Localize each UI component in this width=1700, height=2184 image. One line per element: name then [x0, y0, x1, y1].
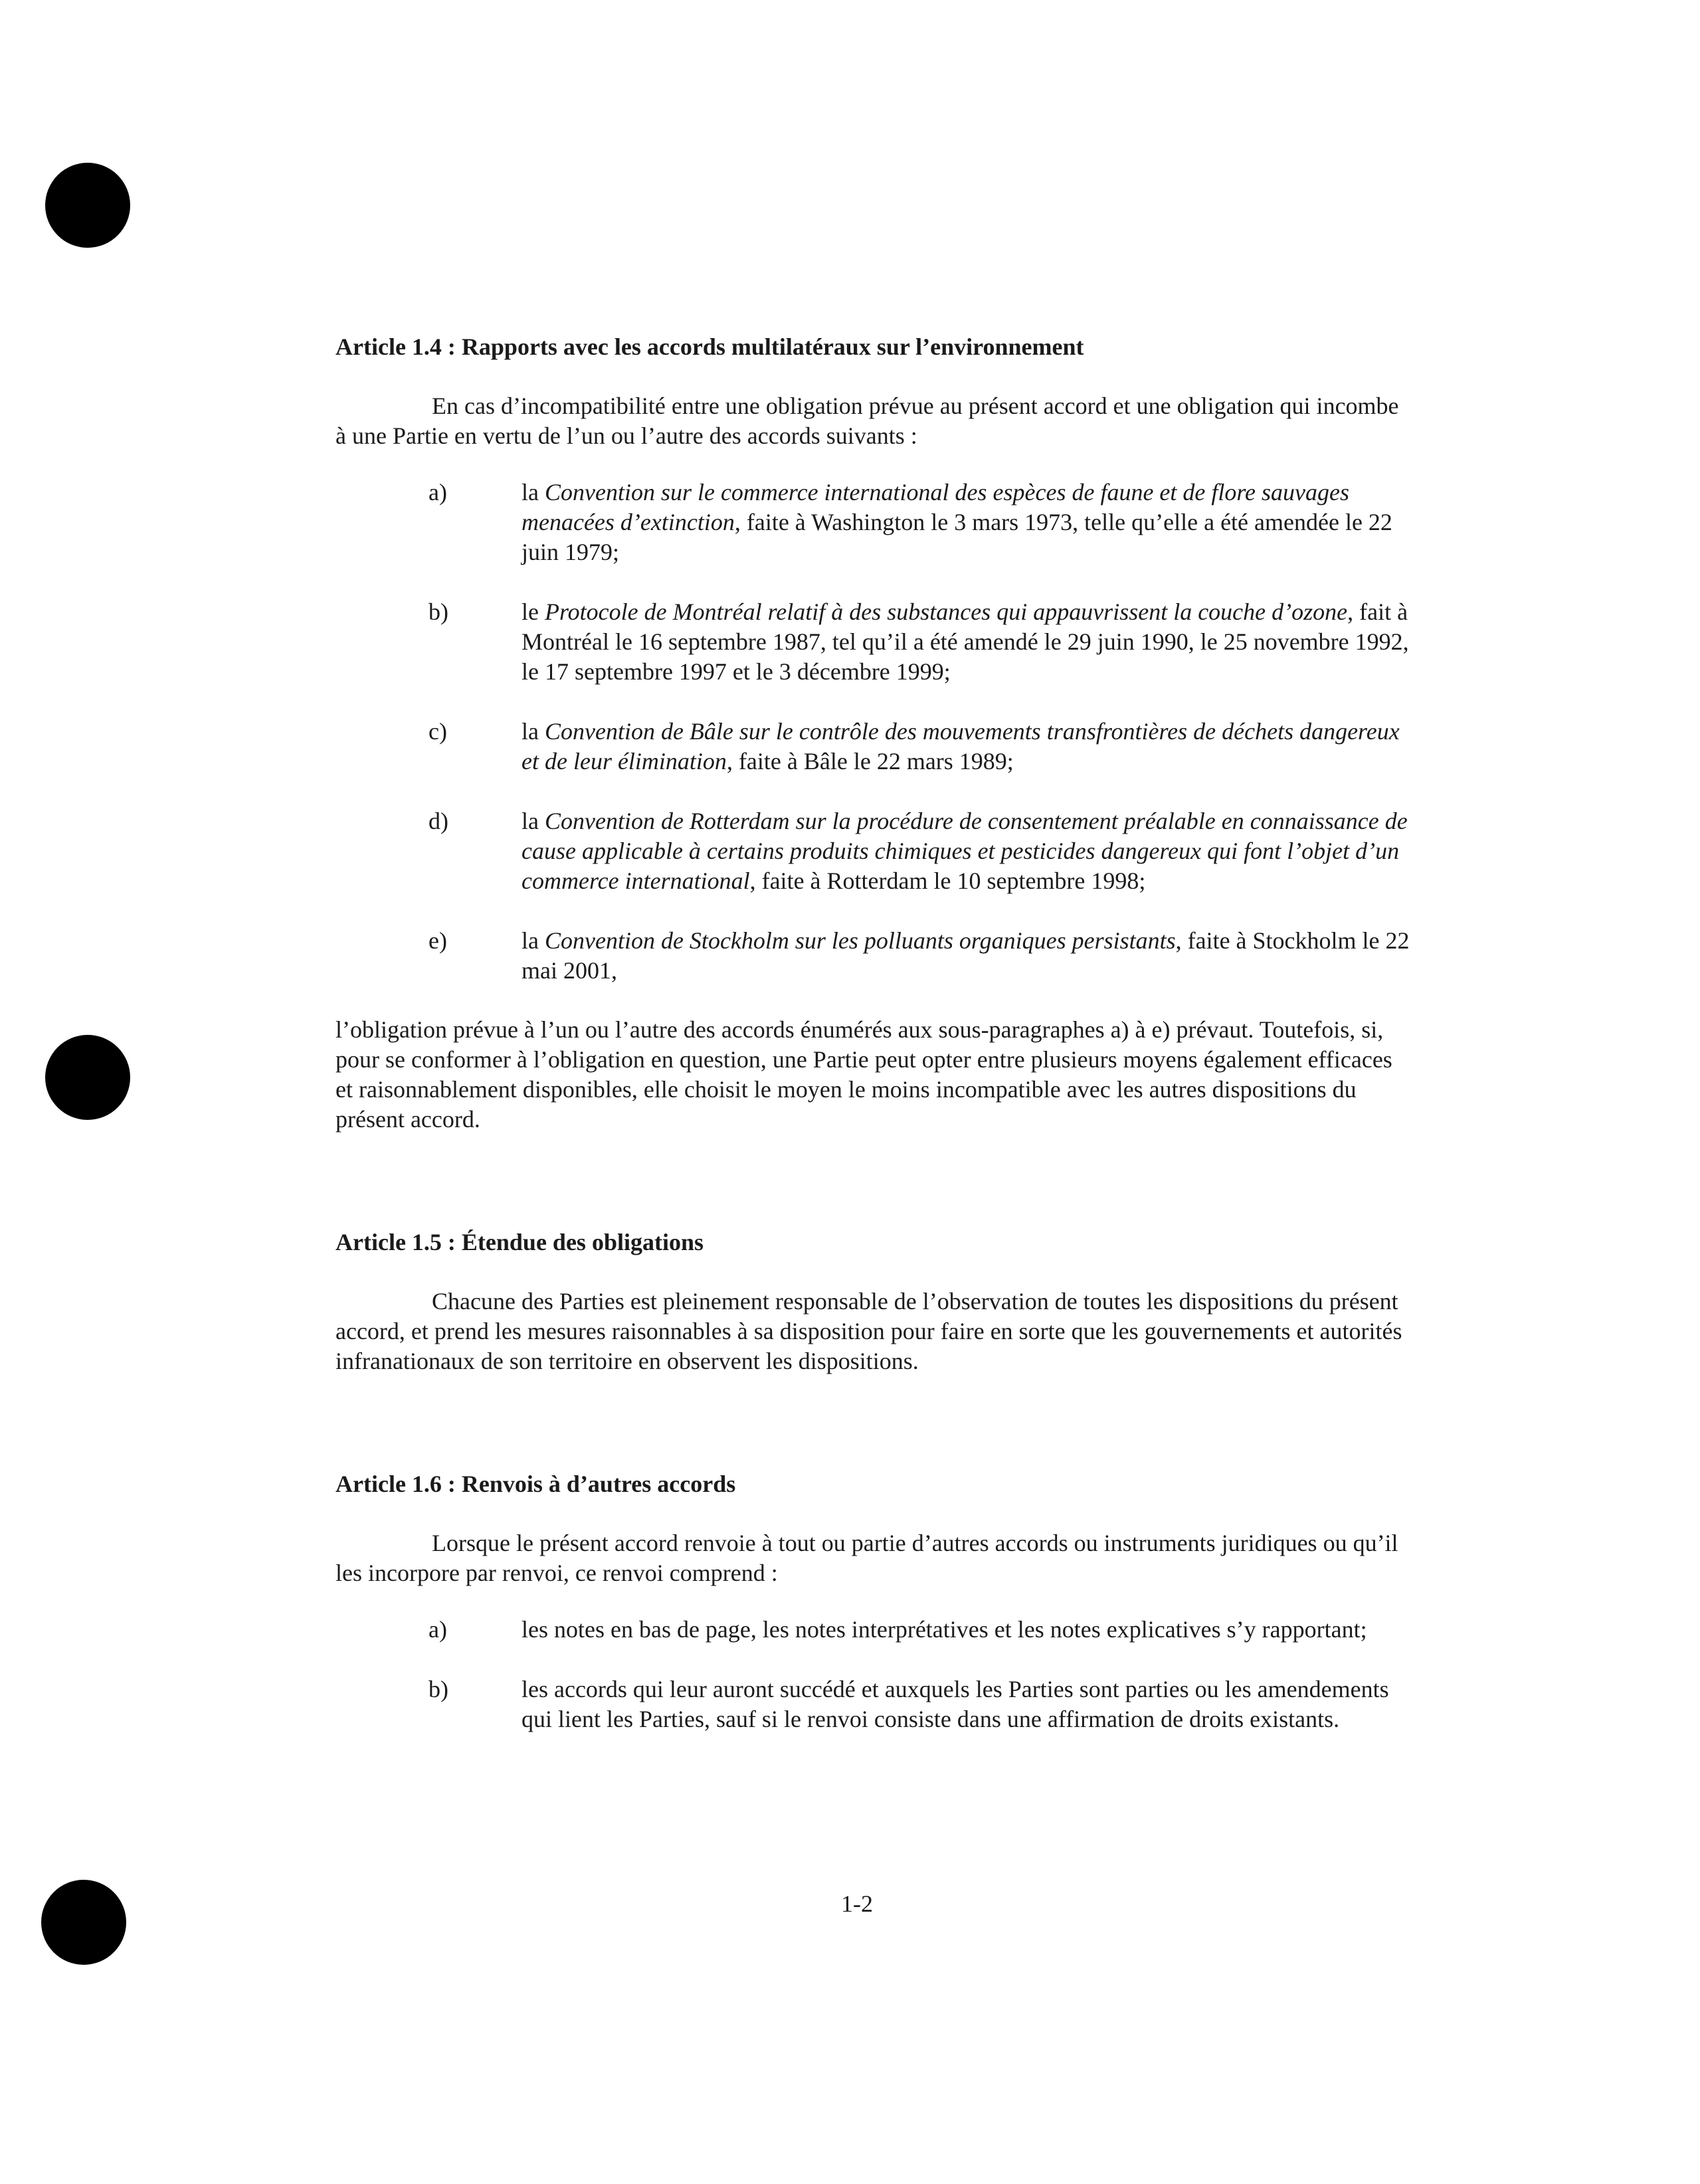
- list-item-text: [521, 478, 1412, 567]
- article-heading: Article 1.4 : Rapports avec les accords multilatéraux sur l’environnement: [335, 333, 1084, 360]
- article-heading: Article 1.6 : Renvois à d’autres accords: [335, 1471, 736, 1497]
- list-marker: b): [428, 1676, 448, 1702]
- list-item-text: [521, 717, 1412, 776]
- list-item: [335, 1675, 1412, 1734]
- agreement-title: Convention sur le commerce international des espèces de faune et de flore sauvages menacées d’extinction: [521, 479, 1350, 535]
- list-item: [335, 597, 1412, 687]
- page-number: 1-2: [841, 1890, 873, 1917]
- item-prefix: la: [521, 718, 545, 745]
- article-intro: Lorsque le présent accord renvoie à tout ou partie d’autres accords ou instruments juridiques ou qu’il les incorpore par renvoi, ce renvoi comprend :: [335, 1530, 1398, 1586]
- list-item: [335, 1615, 1412, 1645]
- agreement-title: Convention de Rotterdam sur la procédure de consentement préalable en connaissance de cause applicable à certains produits chimiques et pesticides dangereux qui font l’objet d’un commerce international: [521, 808, 1408, 894]
- list-marker: a): [428, 479, 447, 505]
- list-item: [335, 717, 1412, 776]
- article-1-6: [335, 1469, 1412, 1734]
- article-intro: En cas d’incompatibilité entre une obligation prévue au présent accord et une obligation qui incombe à une Partie en vertu de l’un ou l’autre des accords suivants :: [335, 393, 1399, 449]
- item-suffix: , faite à Rotterdam le 10 septembre 1998;: [749, 867, 1146, 894]
- item-prefix: la: [521, 927, 545, 954]
- list-item: [335, 806, 1412, 896]
- list-item-text: [521, 597, 1412, 687]
- item-prefix: la: [521, 808, 545, 834]
- item-prefix: la: [521, 479, 545, 505]
- references-list: [335, 1615, 1412, 1734]
- document-body: [335, 332, 1412, 1734]
- list-marker: c): [428, 718, 447, 745]
- item-suffix: , faite à Stockholm le 22 mai 2001,: [521, 927, 1410, 984]
- list-item-text: les notes en bas de page, les notes interprétatives et les notes explicatives s’y rapportant;: [521, 1616, 1367, 1643]
- binder-hole-bottom: [41, 1880, 126, 1965]
- item-suffix: , faite à Washington le 3 mars 1973, telle qu’elle a été amendée le 22 juin 1979;: [521, 509, 1392, 565]
- article-1-5: [335, 1228, 1412, 1376]
- list-item: [335, 478, 1412, 567]
- list-item-text: les accords qui leur auront succédé et auxquels les Parties sont parties ou les amendements qui lient les Parties, sauf si le renvoi consiste dans une affirmation de droits existants.: [521, 1676, 1389, 1732]
- article-heading: Article 1.5 : Étendue des obligations: [335, 1229, 704, 1255]
- article-1-4: [335, 332, 1412, 1135]
- agreement-title: Protocole de Montréal relatif à des substances qui appauvrissent la couche d’ozone: [544, 598, 1348, 625]
- article-intro: Chacune des Parties est pleinement responsable de l’observation de toutes les dispositions du présent accord, et prend les mesures raisonnables à sa disposition pour faire en sorte que les gouvernements et autorités infranationaux de son territoire en observent les dispositions.: [335, 1288, 1402, 1374]
- agreement-title: Convention de Bâle sur le contrôle des mouvements transfrontières de déchets dangereux et de leur élimination: [521, 718, 1400, 774]
- item-suffix: , fait à Montréal le 16 septembre 1987, tel qu’il a été amendé le 29 juin 1990, le 25 novembre 1992, le 17 septembre 1997 et le 3 décembre 1999;: [521, 598, 1409, 685]
- list-marker: b): [428, 598, 448, 625]
- agreement-title: Convention de Stockholm sur les polluants organiques persistants: [544, 927, 1176, 954]
- list-item: [335, 926, 1412, 986]
- binder-hole-middle: [45, 1035, 130, 1120]
- binder-hole-top: [45, 163, 130, 248]
- list-marker: a): [428, 1616, 447, 1643]
- list-marker: d): [428, 808, 448, 834]
- list-item-text: [521, 926, 1412, 986]
- list-item-text: [521, 806, 1412, 896]
- item-prefix: le: [521, 598, 545, 625]
- agreements-list: [335, 478, 1412, 986]
- article-closing: l’obligation prévue à l’un ou l’autre des accords énumérés aux sous-paragraphes a) à e) prévaut. Toutefois, si, pour se conformer à l’obligation en question, une Partie peut opter entre plusieurs moyens également efficaces et raisonnablement disponibles, elle choisit le moyen le moins incompatible avec les autres dispositions du présent accord.: [335, 1016, 1392, 1133]
- list-marker: e): [428, 927, 447, 954]
- item-suffix: , faite à Bâle le 22 mars 1989;: [726, 748, 1014, 774]
